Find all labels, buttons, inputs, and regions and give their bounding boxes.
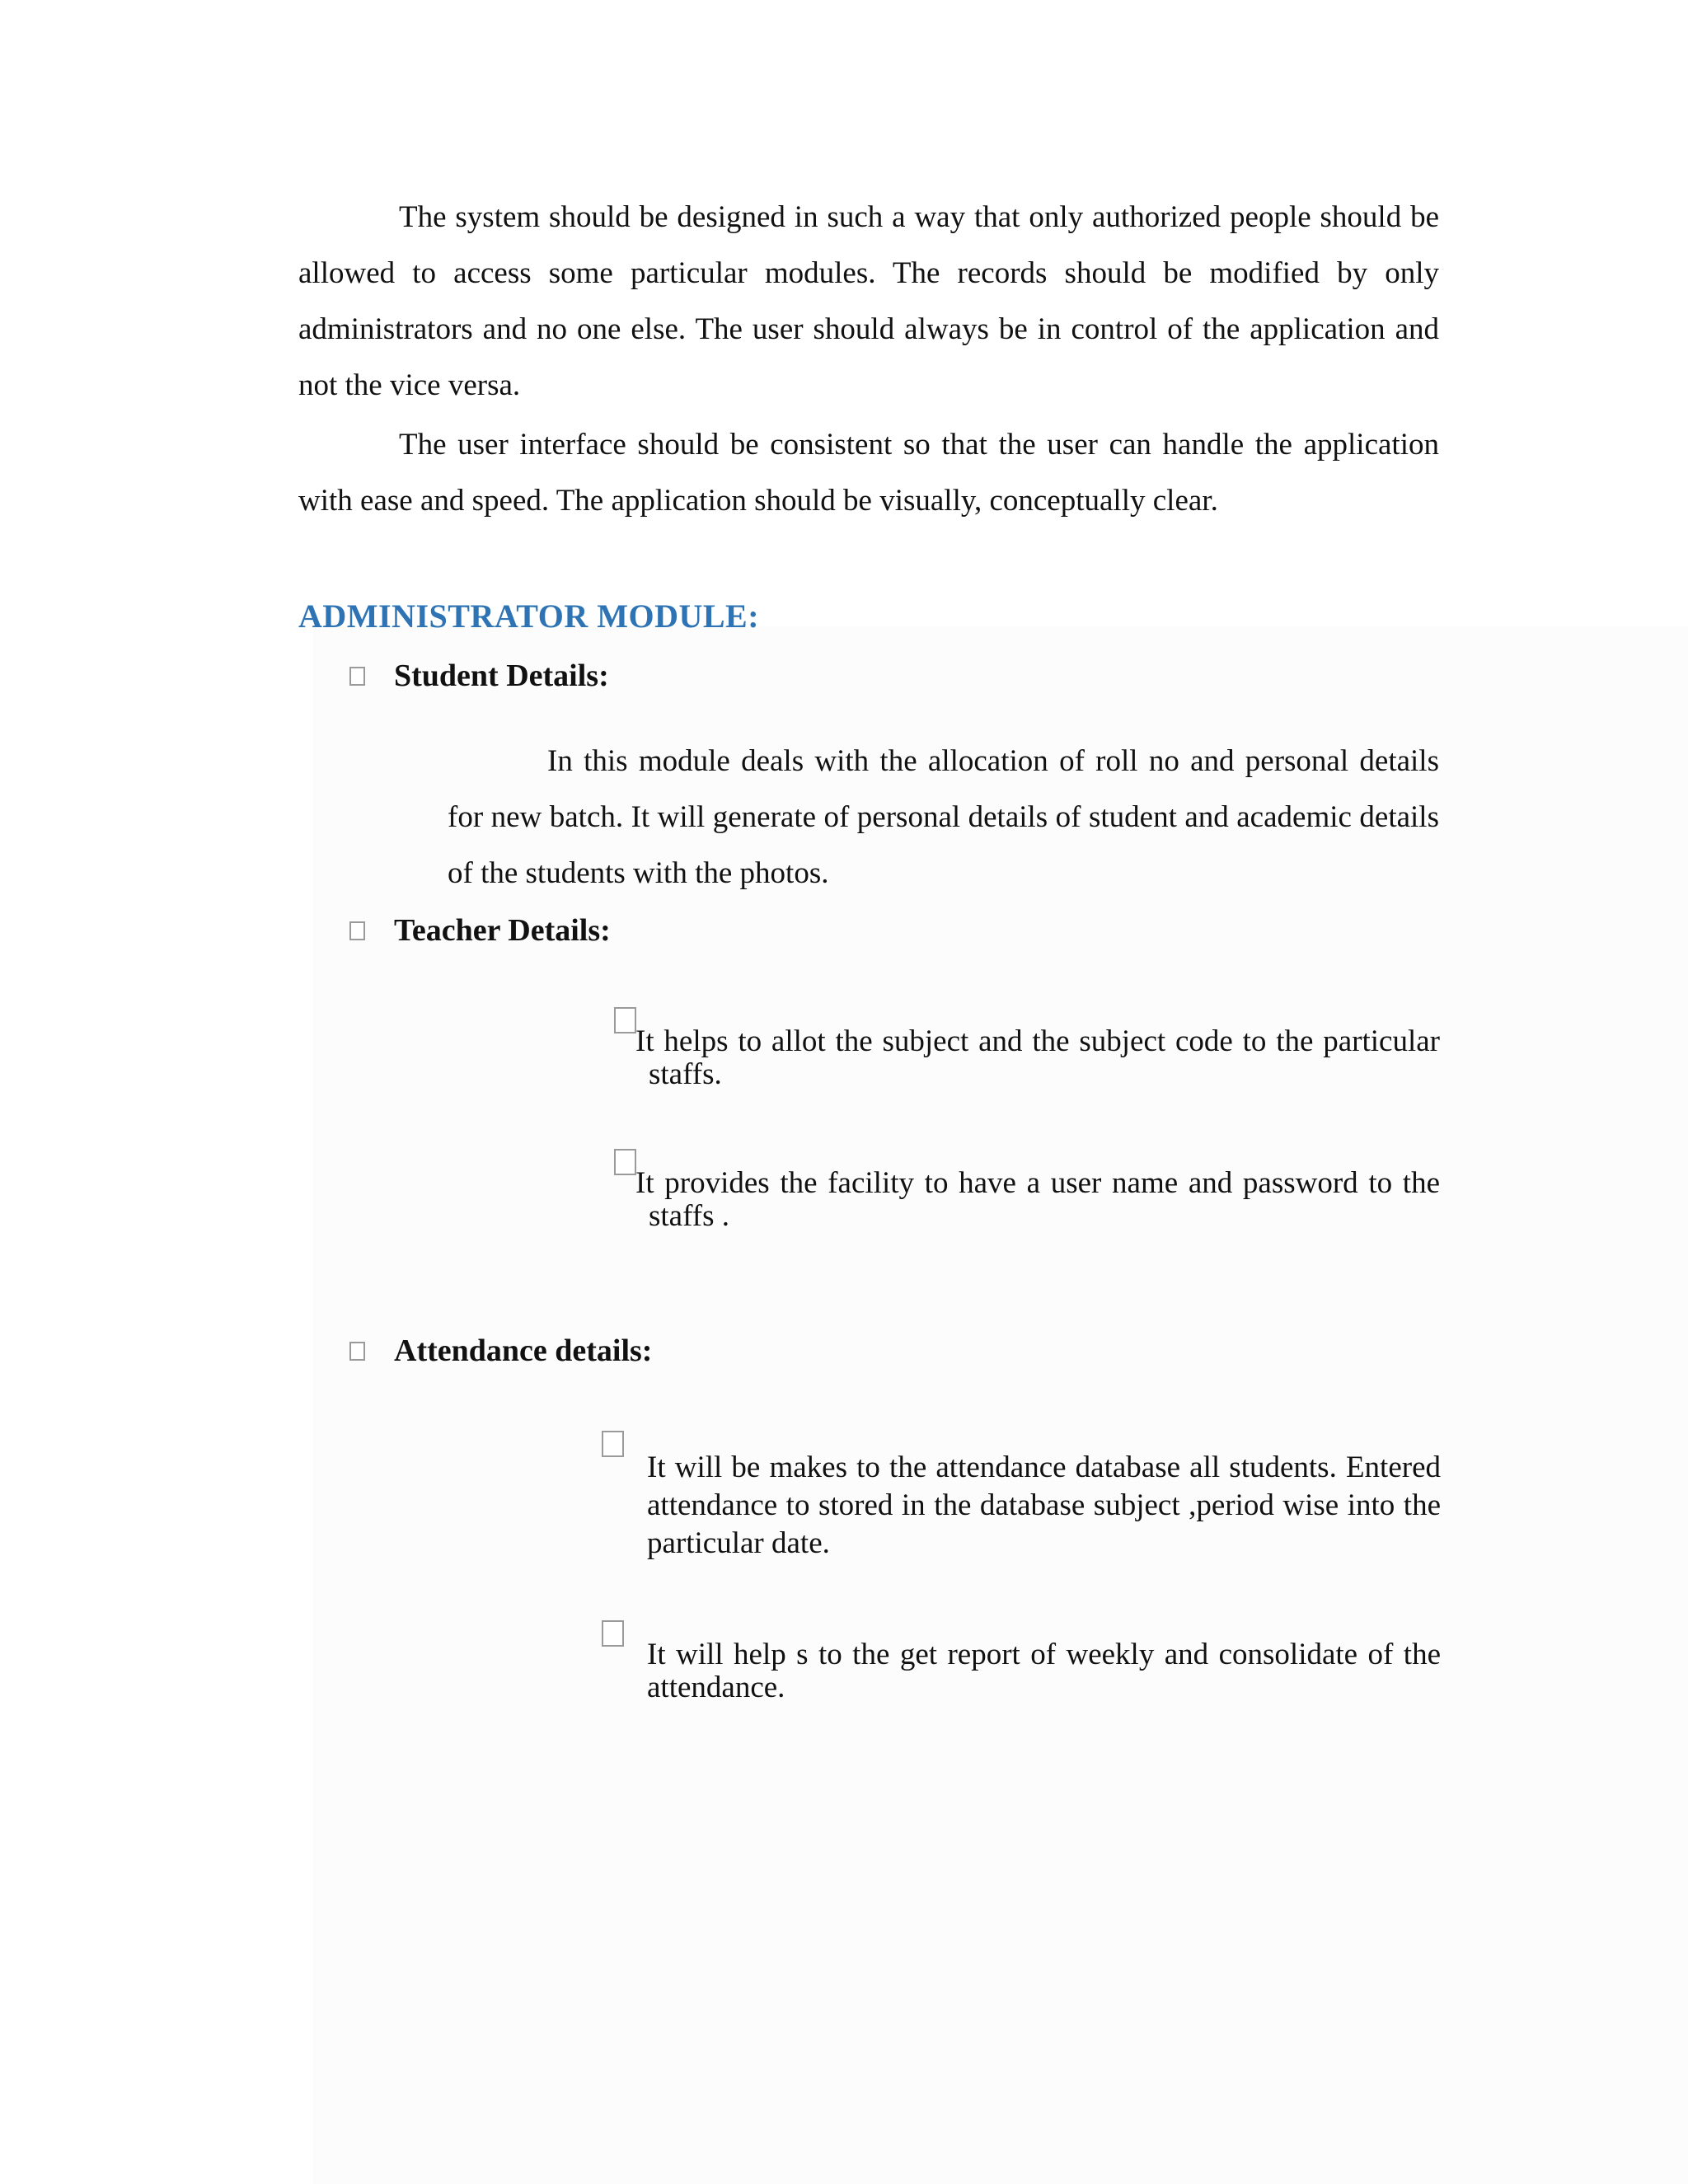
- attendance-item-1: [602, 1431, 1441, 1571]
- teacher-item-2: [614, 1149, 1440, 1240]
- section-heading: ADMINISTRATOR MODULE:: [298, 598, 760, 635]
- checkbox-bullet-icon: [349, 1342, 365, 1361]
- teacher-item-1: [614, 1007, 1440, 1098]
- student-details-item: [349, 655, 609, 696]
- intro-paragraph-2: The user interface should be consistent so that the user can handle the application with ease and speed. The application should be visually, conceptually clear.: [298, 428, 1439, 518]
- student-details-description: In this module deals with the allocation of roll no and personal details for new batch. It will generate of personal details of student and academic details of the students with the photos.: [448, 744, 1439, 890]
- teacher-item-2-text: It provides the facility to have a user name and password to the staffs .: [635, 1166, 1440, 1233]
- attendance-details-title: Attendance details:: [394, 1333, 653, 1368]
- student-details-title: Student Details:: [394, 658, 609, 693]
- teacher-details-item: [349, 910, 611, 951]
- attendance-details-item: [349, 1330, 652, 1371]
- attendance-item-2-text: It will help s to the get report of weekly and consolidate of the attendance.: [647, 1638, 1441, 1704]
- checkbox-bullet-icon: [349, 921, 365, 940]
- teacher-details-title: Teacher Details:: [394, 913, 611, 948]
- attendance-item-2: [602, 1620, 1441, 1711]
- checkbox-bullet-icon: [614, 1007, 636, 1033]
- checkbox-bullet-icon: [602, 1431, 624, 1457]
- checkbox-bullet-icon: [614, 1149, 636, 1175]
- intro-paragraph-1: The system should be designed in such a way that only authorized people should be allowed to access some particular modules. The records should be modified by only administrators and no one else. The user should always be in control of the application and not the vice versa.: [298, 200, 1439, 402]
- teacher-item-1-text: It helps to allot the subject and the subject code to the particular staffs.: [635, 1024, 1440, 1091]
- checkbox-bullet-icon: [349, 667, 365, 686]
- checkbox-bullet-icon: [602, 1620, 624, 1647]
- attendance-item-1-text: It will be makes to the attendance database all students. Entered attendance to stored in the database subject ,period wise into the particular date.: [647, 1451, 1441, 1560]
